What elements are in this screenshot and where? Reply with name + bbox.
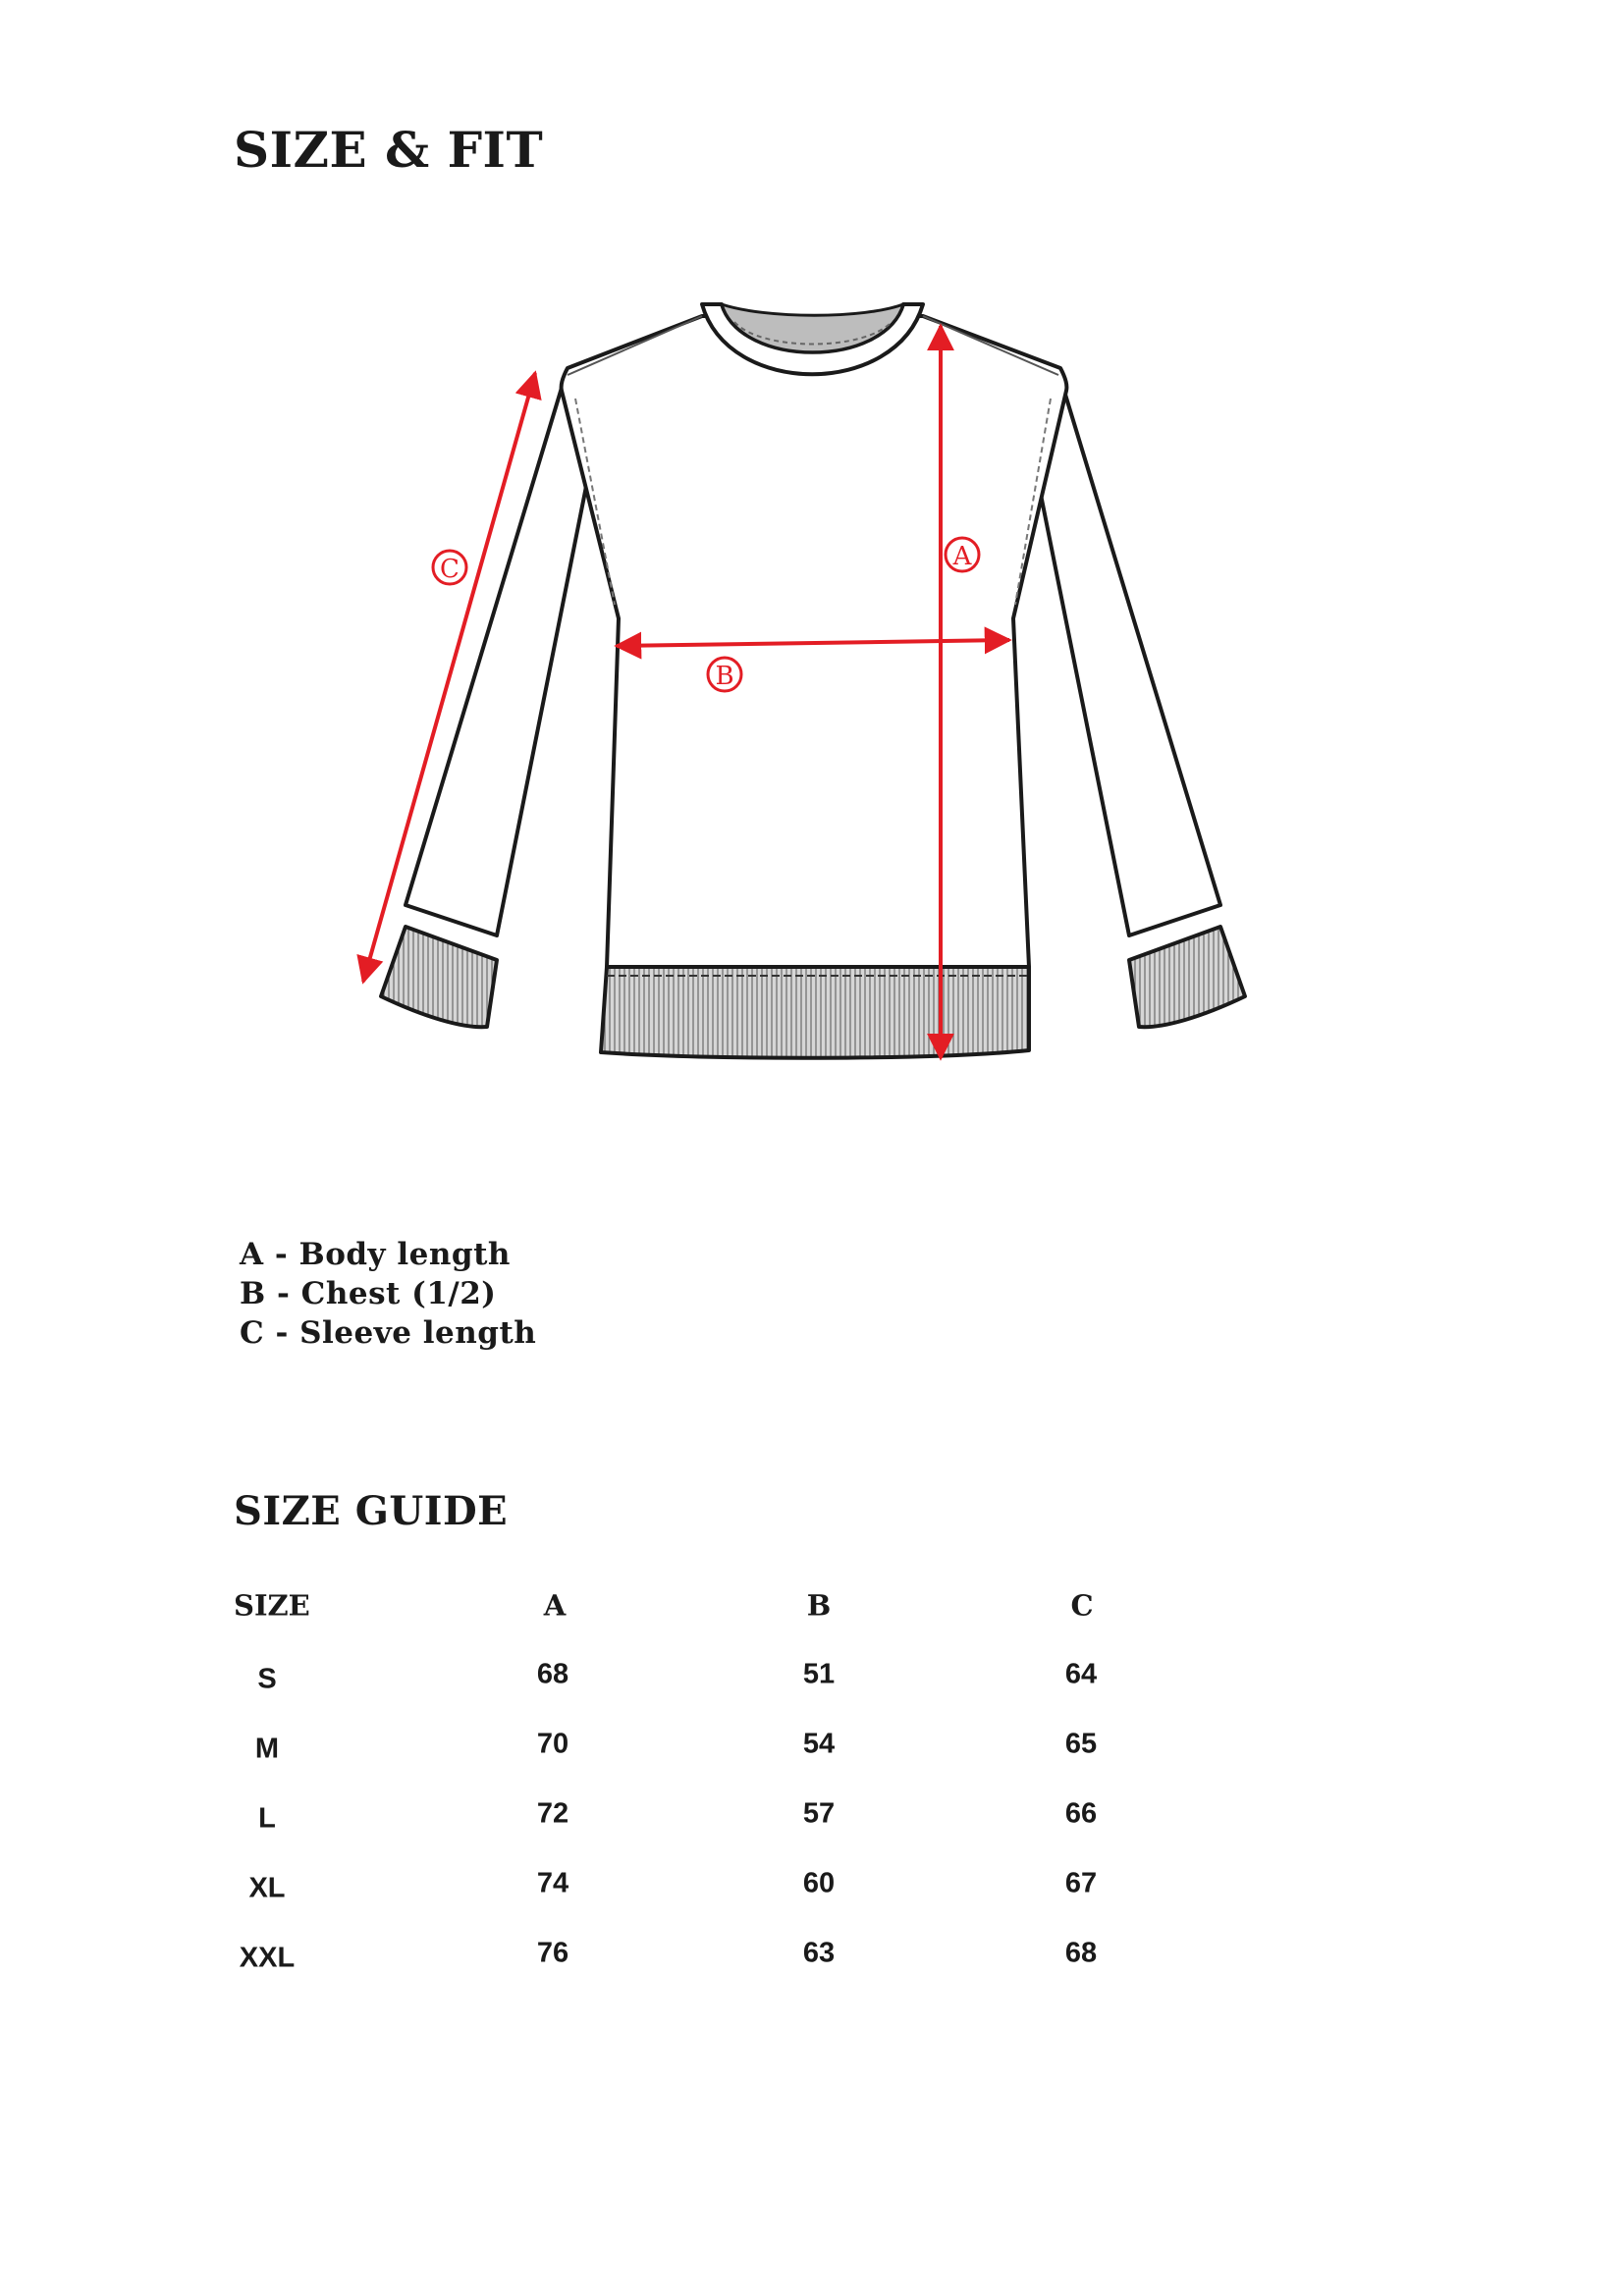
left-sleeve	[381, 388, 604, 1027]
legend-item-b: B - Chest (1/2)	[240, 1276, 497, 1311]
table-cell-size: XXL	[239, 1942, 296, 1974]
table-cell-size: XL	[248, 1872, 286, 1904]
table-cell-a: 74	[536, 1867, 569, 1899]
label-b	[708, 658, 741, 691]
label-c-text: C	[440, 555, 460, 584]
table-cell-c: 68	[1064, 1937, 1098, 1969]
sweatshirt-diagram	[334, 285, 1276, 1080]
table-cell-c: 65	[1064, 1728, 1098, 1760]
header-c: C	[1070, 1588, 1094, 1623]
table-cell-c: 64	[1064, 1658, 1098, 1690]
label-a-text: A	[952, 542, 972, 571]
label-b-text: B	[715, 662, 734, 691]
legend-item-a: A - Body length	[240, 1237, 511, 1272]
header-a: A	[543, 1588, 567, 1623]
label-c	[433, 551, 466, 584]
measurement-legend	[240, 1235, 536, 1353]
table-cell-size: M	[254, 1733, 280, 1765]
header-size: SIZE	[234, 1588, 310, 1623]
page-title: SIZE & FIT	[234, 121, 544, 179]
size-guide-title: SIZE GUIDE	[234, 1488, 509, 1534]
hem-rib	[601, 967, 1029, 1058]
table-cell-size: S	[257, 1663, 277, 1695]
table-cell-a: 72	[536, 1797, 569, 1830]
legend-item-c: C - Sleeve length	[240, 1315, 537, 1351]
table-cell-b: 57	[802, 1797, 836, 1830]
table-cell-c: 67	[1064, 1867, 1098, 1899]
table-cell-b: 54	[802, 1728, 836, 1760]
label-a	[946, 538, 979, 571]
table-cell-a: 76	[536, 1937, 569, 1969]
right-sleeve	[1021, 385, 1245, 1027]
table-cell-c: 66	[1064, 1797, 1098, 1830]
header-b: B	[806, 1588, 832, 1623]
table-cell-b: 63	[802, 1937, 836, 1969]
table-cell-a: 68	[536, 1658, 569, 1690]
table-cell-b: 60	[802, 1867, 836, 1899]
table-cell-size: L	[258, 1802, 276, 1835]
table-cell-a: 70	[536, 1728, 569, 1760]
table-cell-b: 51	[802, 1658, 836, 1690]
